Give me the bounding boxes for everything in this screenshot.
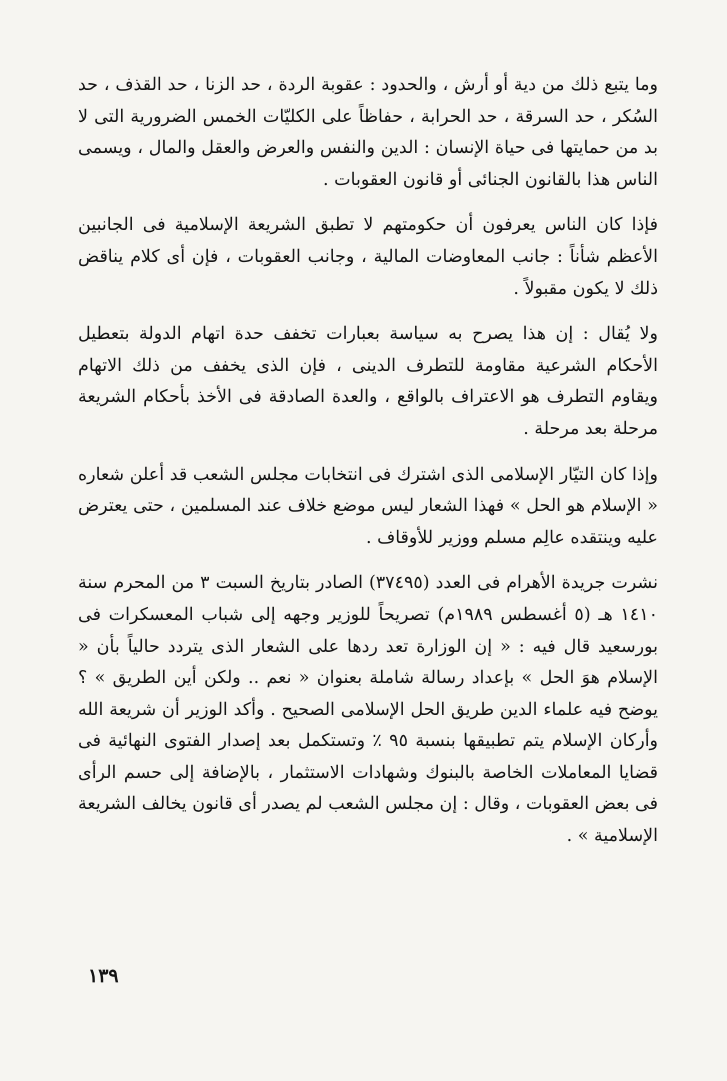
paragraph-5: نشرت جريدة الأهرام فى العدد (٣٧٤٩٥) الصادر بتاريخ السبت ٣ من المحرم سنة ١٤١٠ هـ (٥ أغسطس ١٩٨٩م) تصريحاً للوزير وجهه إلى شباب المعسكرات فى بورسعيد قال فيه : « إن الوزارة تعد ردها على الشعار الذى يتردد حالياً بأن « الإسلام هوَ الحل » بإعداد رسالة شاملة بعنوان « نعم .. ولكن أين الطريق » ؟ يوضح فيه علماء الدين طريق الحل الإسلامى الصحيح . وأكد الوزير أن شريعة الله وأركان الإسلام يتم تطبيقها بنسبة ٩٥ ٪ وتستكمل بعد إصدار الفتوى النهائية فى قضايا المعاملات الخاصة بالبنوك وشهادات الاستثمار ، بالإضافة إلى حسم الرأى فى بعض العقوبات ، وقال : إن مجلس الشعب لم يصدر أى قانون يخالف الشريعة الإسلامية » . (78, 573, 659, 847)
body-text (78, 70, 658, 867)
paragraph-1: وما يتبع ذلك من دية أو أرش ، والحدود : عقوبة الردة ، حد الزنا ، حد القذف ، حد السُكر ، حد السرقة ، حد الحرابة ، حفاظاً على الكليّات الخمس الضرورية التى لا بد من حمايتها فى حياة الإنسان : الدين والنفس والعرض والعقل والمال ، ويسمى الناس هذا بالقانون الجنائى أو قانون العقوبات . (78, 75, 658, 190)
paragraph-4: وإذا كان التيّار الإسلامى الذى اشترك فى انتخابات مجلس الشعب قد أعلن شعاره « الإسلام هو الحل » فهذا الشعار ليس موضع خلاف عند المسلمين ، حتى يعترض عليه وينتقده عالِم مسلم ووزير للأوقاف . (78, 464, 658, 548)
paragraph-2: فإذا كان الناس يعرفون أن حكومتهم لا تطبق الشريعة الإسلامية فى الجانبين الأعظم شأناً : جانب المعاوضات المالية ، وجانب العقوبات ، فإن أى كلام يناقض ذلك لا يكون مقبولاً . (78, 215, 658, 299)
paragraph-3: ولا يُقال : إن هذا يصرح به سياسة بعبارات تخفف حدة اتهام الدولة بتعطيل الأحكام الشرعية مقاومة للتطرف الدينى ، فإن الذى يخفف من ذلك الاتهام ويقاوم التطرف هو الاعتراف بالواقع ، والعدة الصادقة فى الأخذ بأحكام الشريعة مرحلة بعد مرحلة . (78, 324, 658, 439)
page-number: ١٣٩ (88, 965, 119, 987)
